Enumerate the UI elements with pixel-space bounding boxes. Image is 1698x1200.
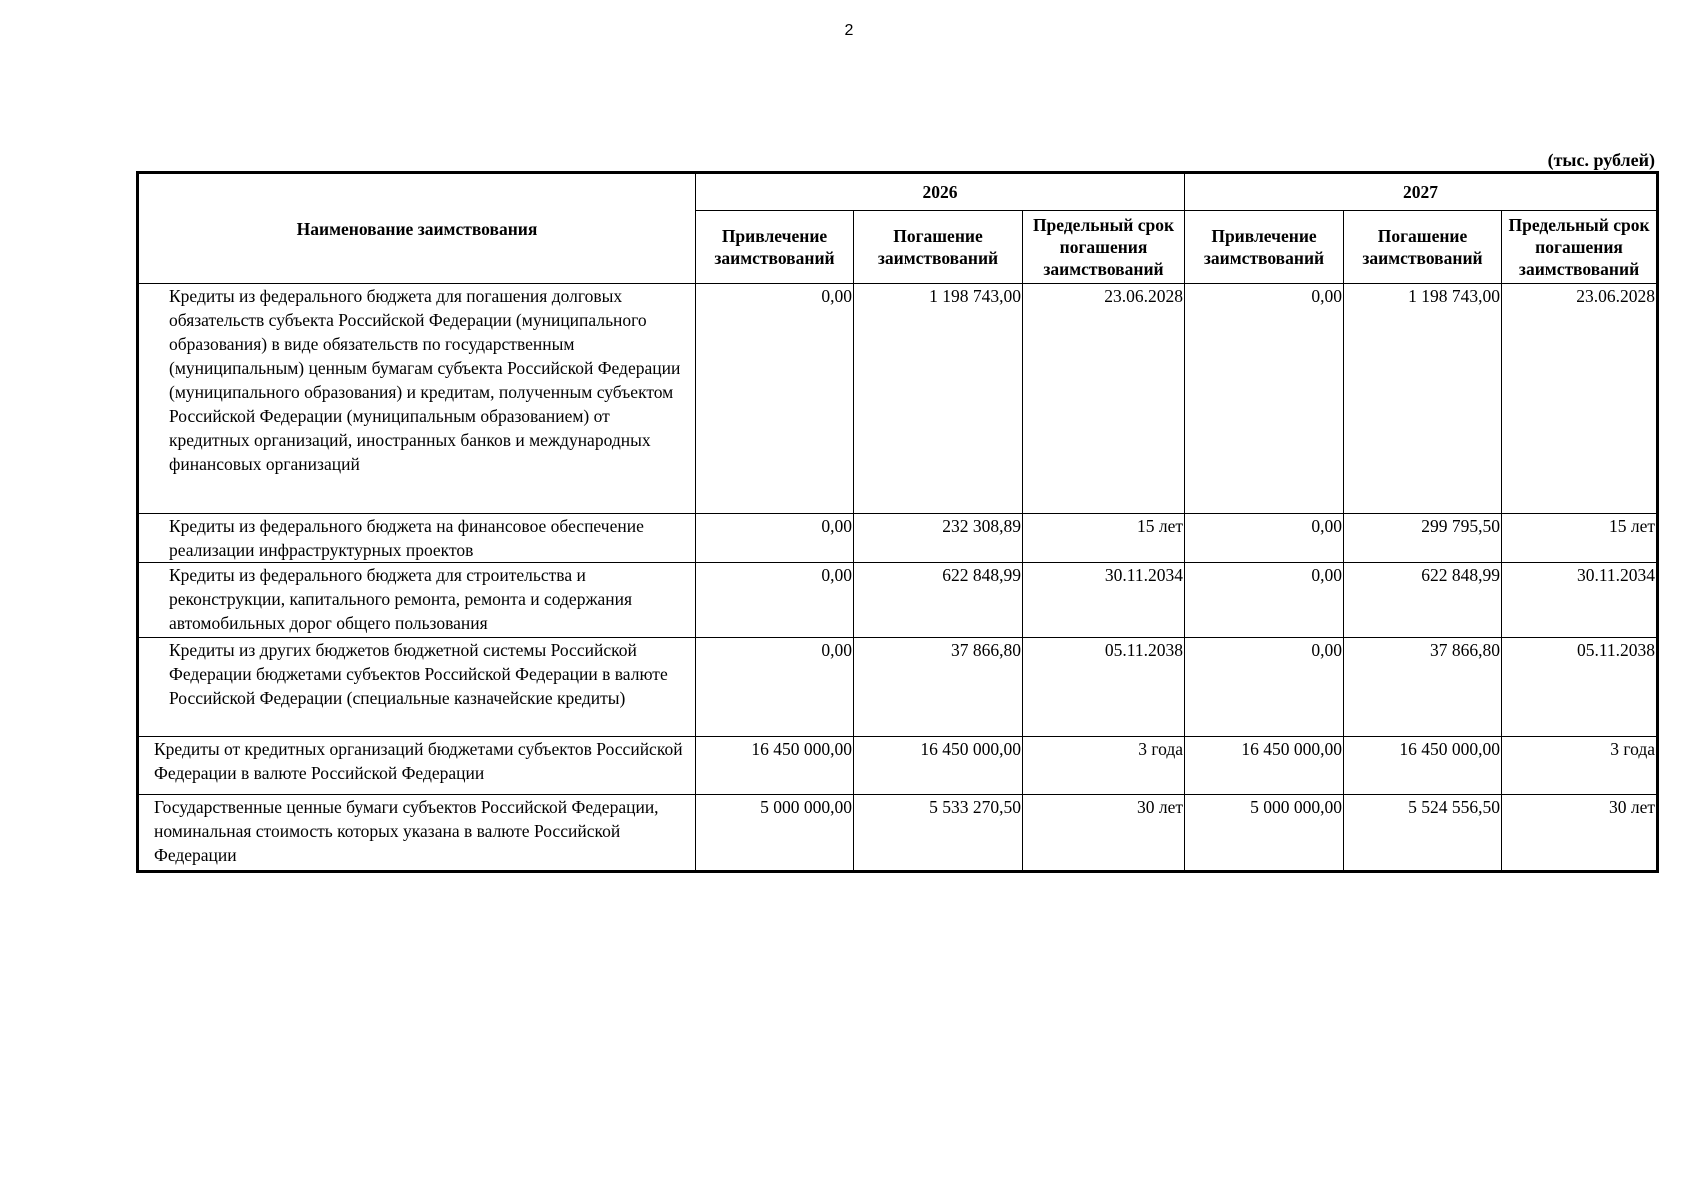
maturity-2027-cell: 30 лет	[1502, 795, 1658, 872]
repayment-2027-cell: 37 866,80	[1344, 638, 1502, 737]
maturity-2027-cell: 05.11.2038	[1502, 638, 1658, 737]
repayment-2026-cell: 622 848,99	[854, 563, 1023, 638]
row-name: Государственные ценные бумаги субъектов Российской Федерации, номинальная стоимость которых указана в валюте Российской Федерации	[138, 795, 696, 872]
raising-2027-cell: 0,00	[1185, 638, 1344, 737]
maturity-2026-cell: 30.11.2034	[1023, 563, 1185, 638]
maturity-2027-cell: 3 года	[1502, 737, 1658, 795]
maturity-2026-cell: 30 лет	[1023, 795, 1185, 872]
raising-2026-cell: 5 000 000,00	[696, 795, 854, 872]
year-2026-header: 2026	[696, 173, 1185, 211]
maturity-2027-cell: 15 лет	[1502, 514, 1658, 563]
raising-2027-cell: 0,00	[1185, 284, 1344, 514]
repayment-2026-cell: 5 533 270,50	[854, 795, 1023, 872]
column-header-maturity-2026: Предельный срок погашения заимствований	[1023, 211, 1185, 284]
repayment-2026-cell: 16 450 000,00	[854, 737, 1023, 795]
name-column-header: Наименование заимствования	[138, 173, 696, 284]
column-header-maturity-2027: Предельный срок погашения заимствований	[1502, 211, 1658, 284]
row-name: Кредиты из федерального бюджета на финансовое обеспечение реализации инфраструктурных проектов	[138, 514, 696, 563]
maturity-2026-cell: 23.06.2028	[1023, 284, 1185, 514]
repayment-2027-cell: 622 848,99	[1344, 563, 1502, 638]
repayment-2027-cell: 1 198 743,00	[1344, 284, 1502, 514]
maturity-2027-cell: 30.11.2034	[1502, 563, 1658, 638]
repayment-2027-cell: 5 524 556,50	[1344, 795, 1502, 872]
repayment-2026-cell: 1 198 743,00	[854, 284, 1023, 514]
raising-2026-cell: 0,00	[696, 514, 854, 563]
page-number: 2	[844, 22, 854, 39]
year-2027-header: 2027	[1185, 173, 1658, 211]
raising-2027-cell: 16 450 000,00	[1185, 737, 1344, 795]
raising-2026-cell: 0,00	[696, 638, 854, 737]
table-row	[138, 638, 1658, 737]
column-header-raising-2027: Привлечение заимствований	[1185, 211, 1344, 284]
table-row	[138, 563, 1658, 638]
repayment-2027-cell: 299 795,50	[1344, 514, 1502, 563]
table-row	[138, 514, 1658, 563]
column-header-raising-2026: Привлечение заимствований	[696, 211, 854, 284]
maturity-2026-cell: 15 лет	[1023, 514, 1185, 563]
table-row	[138, 737, 1658, 795]
maturity-2027-cell: 23.06.2028	[1502, 284, 1658, 514]
units-note: (тыс. рублей)	[1547, 150, 1655, 170]
repayment-2027-cell: 16 450 000,00	[1344, 737, 1502, 795]
column-header-repayment-2026: Погашение заимствований	[854, 211, 1023, 284]
raising-2026-cell: 0,00	[696, 284, 854, 514]
header-row-years	[138, 173, 1658, 211]
raising-2027-cell: 0,00	[1185, 514, 1344, 563]
row-name: Кредиты от кредитных организаций бюджетами субъектов Российской Федерации в валюте Российской Федерации	[138, 737, 696, 795]
table-row	[138, 284, 1658, 514]
row-name: Кредиты из федерального бюджета для строительства и реконструкции, капитального ремонта, ремонта и содержания автомобильных дорог общего пользования	[138, 563, 696, 638]
maturity-2026-cell: 3 года	[1023, 737, 1185, 795]
raising-2027-cell: 5 000 000,00	[1185, 795, 1344, 872]
raising-2026-cell: 0,00	[696, 563, 854, 638]
column-header-repayment-2027: Погашение заимствований	[1344, 211, 1502, 284]
raising-2027-cell: 0,00	[1185, 563, 1344, 638]
maturity-2026-cell: 05.11.2038	[1023, 638, 1185, 737]
repayment-2026-cell: 232 308,89	[854, 514, 1023, 563]
raising-2026-cell: 16 450 000,00	[696, 737, 854, 795]
borrowings-table	[136, 171, 1659, 873]
row-name: Кредиты из федерального бюджета для погашения долговых обязательств субъекта Российской Федерации (муниципального образования) в виде обязательств по государственным (муниципальным) ценным бумагам субъекта Российской Федерации (муниципального образования) и кредитам, полученным субъектом Российской Федерации (муниципальным образованием) от кредитных организаций, иностранных банков и международных финансовых организаций	[138, 284, 696, 514]
row-name: Кредиты из других бюджетов бюджетной системы Российской Федерации бюджетами субъектов Российской Федерации в валюте Российской Федерации (специальные казначейские кредиты)	[138, 638, 696, 737]
table-row	[138, 795, 1658, 872]
repayment-2026-cell: 37 866,80	[854, 638, 1023, 737]
